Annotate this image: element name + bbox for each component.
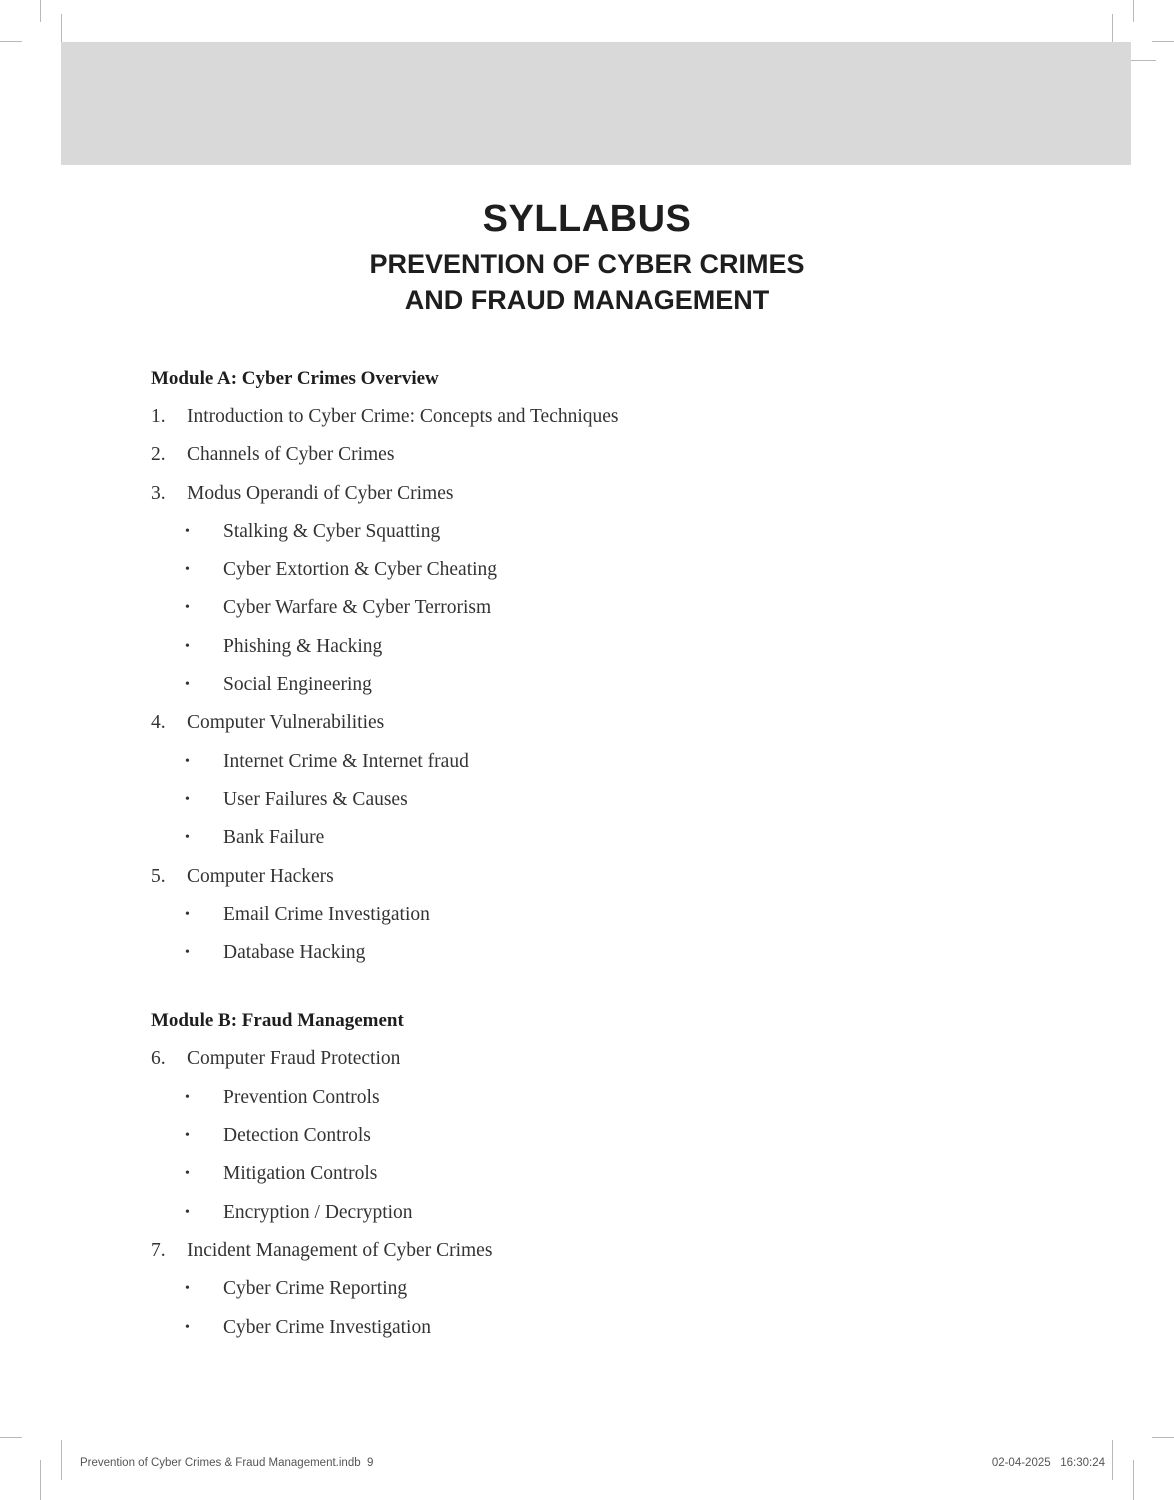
item-number: 4. [151,712,166,734]
bullet-item [151,787,1051,825]
crop-mark [61,14,62,42]
syllabus-content [151,366,1051,1353]
bullet-marker: • [185,830,190,846]
crop-mark [1133,1460,1134,1500]
crop-mark [1112,14,1113,42]
crop-mark [40,0,41,22]
subtitle-line-1: PREVENTION OF CYBER CRIMES [369,249,805,279]
bullet-item [151,672,1051,710]
item-text: Cyber Warfare & Cyber Terrorism [223,597,492,619]
bullet-item [151,1123,1051,1161]
item-text: Detection Controls [223,1125,371,1147]
bullet-marker: • [185,791,190,807]
crop-mark [1112,1440,1113,1480]
numbered-item [151,1046,1051,1084]
numbered-item [151,710,1051,748]
bullet-marker: • [185,1089,190,1105]
footer-file [80,1457,373,1469]
numbered-item [151,442,1051,480]
item-text: Mitigation Controls [223,1163,378,1185]
bullet-marker: • [185,1281,190,1297]
bullet-marker: • [185,906,190,922]
item-text: Cyber Extortion & Cyber Cheating [223,559,498,581]
numbered-item [151,404,1051,442]
footer-timestamp [992,1457,1105,1469]
item-number: 1. [151,406,166,427]
bullet-item [151,634,1051,672]
module-b-list [151,1046,1051,1352]
item-text: Channels of Cyber Crimes [187,444,395,466]
bullet-marker: • [185,1319,190,1335]
bullet-item [151,1276,1051,1314]
bullet-item [151,1315,1051,1353]
crop-mark [61,1440,62,1480]
item-text: Introduction to Cyber Crime: Concepts and Techniques [187,406,619,427]
item-text: Incident Management of Cyber Crimes [187,1239,493,1261]
item-number: 5. [151,865,166,887]
bullet-marker: • [185,1204,190,1220]
item-text: Phishing & Hacking [223,635,383,657]
item-text: Social Engineering [223,674,372,696]
item-text: Cyber Crime Investigation [223,1316,431,1338]
bullet-item [151,557,1051,595]
bullet-item [151,1161,1051,1199]
item-text: Computer Vulnerabilities [187,712,385,734]
bullet-marker: • [185,677,190,693]
item-number: 3. [151,482,166,504]
item-text: Bank Failure [223,827,325,849]
bullet-marker: • [185,523,190,539]
bullet-item [151,519,1051,557]
crop-mark [40,1460,41,1500]
crop-mark [1152,1437,1174,1438]
title-block [0,196,1174,318]
numbered-item [151,864,1051,902]
crop-mark [0,1437,22,1438]
item-text: Stalking & Cyber Squatting [223,520,441,542]
item-text: Cyber Crime Reporting [223,1278,408,1300]
bullet-marker: • [185,638,190,654]
item-text: Email Crime Investigation [223,903,430,925]
page-title: SYLLABUS [482,198,692,240]
item-text: Computer Hackers [187,865,334,887]
footer-page-number: 9 [367,1457,374,1469]
numbered-item [151,481,1051,519]
item-text: Encryption / Decryption [223,1201,413,1223]
bullet-marker: • [185,562,190,578]
footer-filename: Prevention of Cyber Crimes & Fraud Management.indb [80,1457,361,1469]
item-number: 6. [151,1048,166,1070]
bullet-item [151,1085,1051,1123]
bullet-marker: • [185,945,190,961]
header-band [61,42,1131,165]
item-text: Modus Operandi of Cyber Crimes [187,482,454,504]
crop-mark [0,41,22,42]
module-a-list [151,404,1051,978]
bullet-item [151,1200,1051,1238]
subtitle-line-2: AND FRAUD MANAGEMENT [404,285,770,315]
numbered-item [151,1238,1051,1276]
item-text: Prevention Controls [223,1086,380,1108]
footer-date: 02-04-2025 [991,1457,1051,1469]
bullet-marker: • [185,600,190,616]
item-text: Internet Crime & Internet fraud [223,750,469,772]
crop-mark [1152,41,1174,42]
bullet-item [151,825,1051,863]
bullet-item [151,749,1051,787]
item-text: Computer Fraud Protection [187,1048,401,1070]
bullet-marker: • [185,1128,190,1144]
bullet-item [151,595,1051,633]
item-number: 2. [151,444,166,466]
module-a-heading: Module A: Cyber Crimes Overview [151,368,439,389]
item-text: User Failures & Causes [223,788,408,810]
item-number: 7. [151,1239,166,1261]
footer-time: 16:30:24 [1060,1457,1105,1469]
module-b-heading: Module B: Fraud Management [151,1010,404,1032]
item-text: Database Hacking [223,942,366,964]
crop-mark [1133,0,1134,22]
bullet-item [151,940,1051,978]
bullet-item [151,902,1051,940]
bullet-marker: • [185,1166,190,1182]
bullet-marker: • [185,753,190,769]
